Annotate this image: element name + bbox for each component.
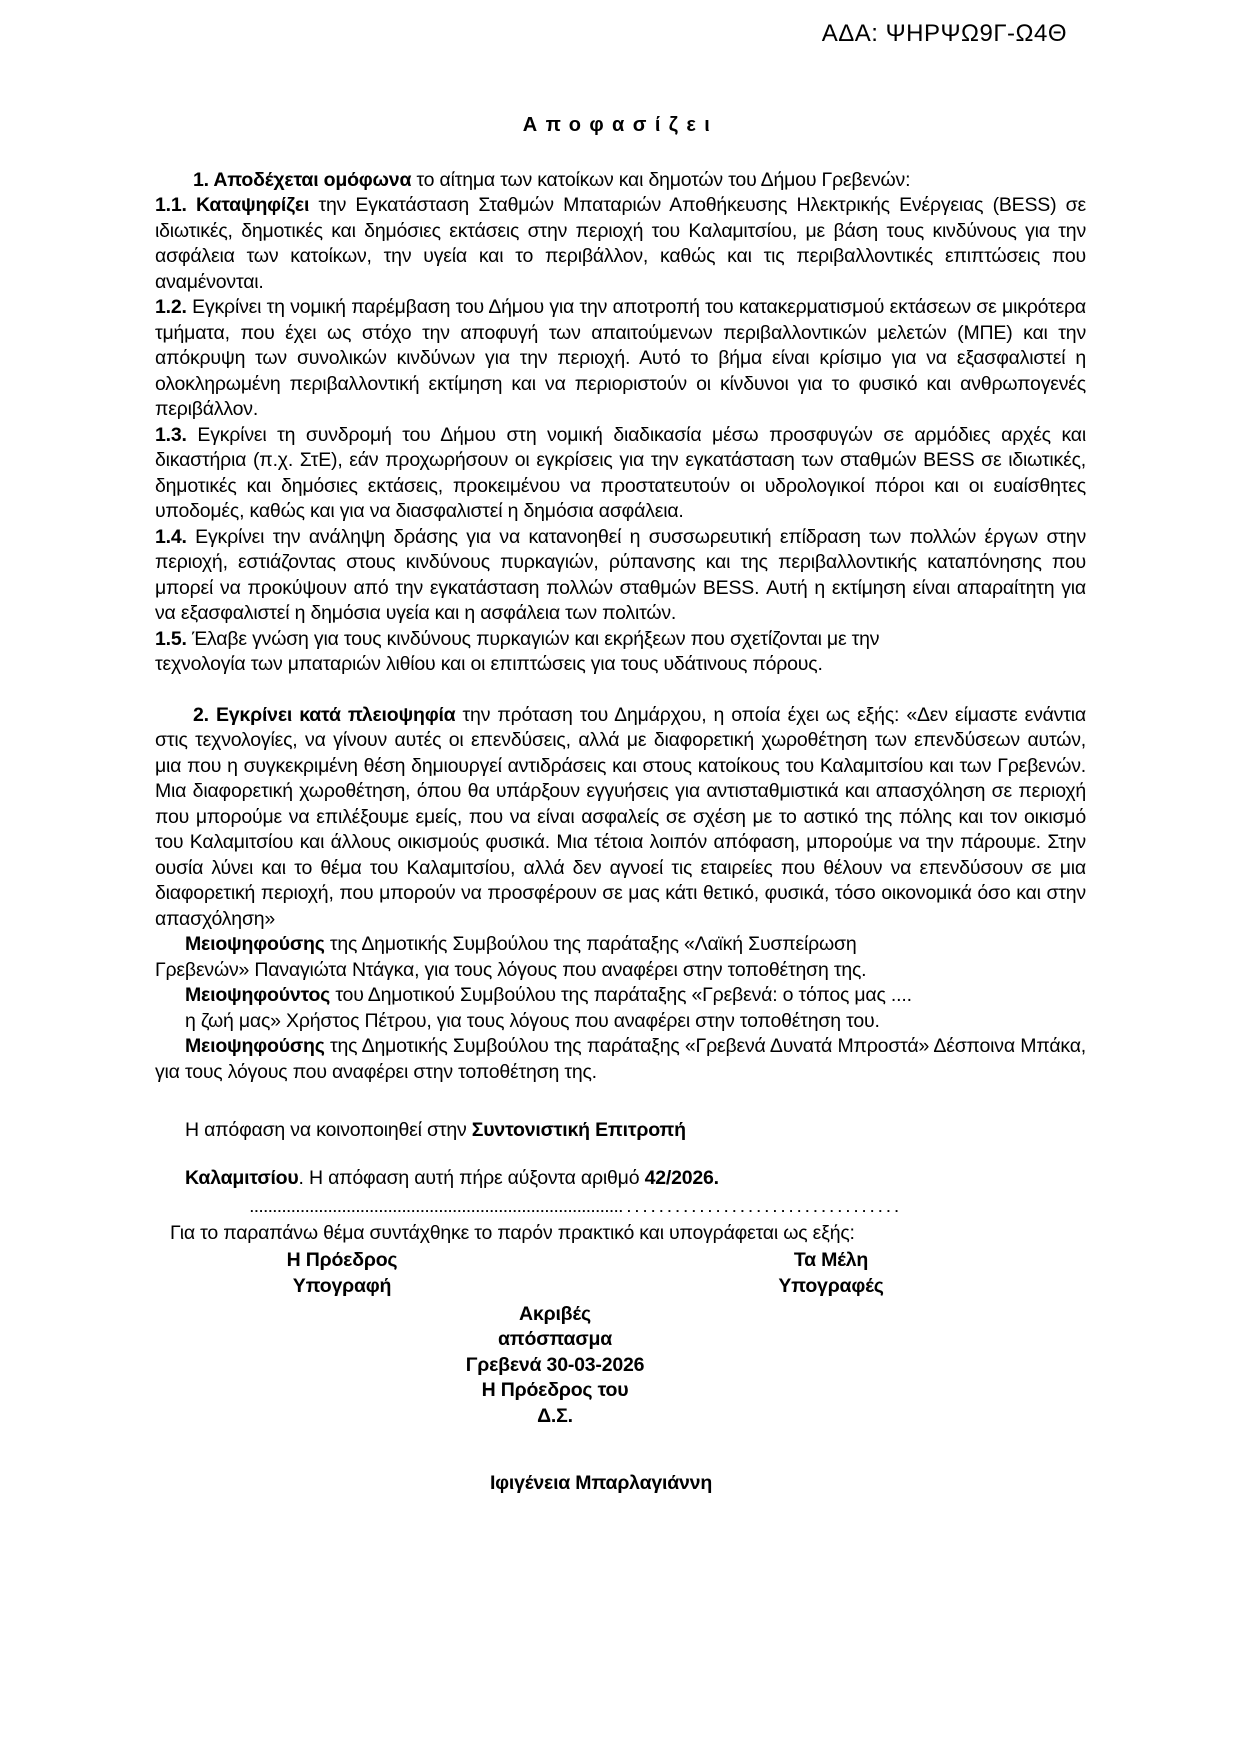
item-1-1-lead: 1.1. Καταψηφίζει <box>155 194 310 216</box>
council-abbreviation: Δ.Σ. <box>537 1404 573 1427</box>
president-name: Ιφιγένεια Μπαρλαγιάννη <box>489 1472 713 1494</box>
minority-note-1-line2 <box>155 958 1086 984</box>
item-1-5-text2: τεχνολογία των μπαταριών λιθίου και οι επιπτώσεις για τους υδάτινους πόρους. <box>155 653 823 675</box>
document-body <box>155 113 1086 1497</box>
certified-line-2: απόσπασμα <box>497 1328 612 1350</box>
decision-item-1 <box>155 168 1086 194</box>
item-1-1-text: την Εγκατάσταση Σταθμών Μπαταριών Αποθήκευσης Ηλεκτρικής Ενέργειας (BESS) σε ιδιωτικές, δημοτικές και δημόσιες εκτάσεις στην περιοχή του Καλαμιτσίου, με βάση τους κινδύνους για την ασφάλεια των κατοίκων, την υγεία και το περιβάλλον, καθώς και τις περιβαλλοντικές επιπτώσεις που αναμένονται. <box>155 194 1086 293</box>
ada-code: ΑΔΑ: ΨΗΡΨΩ9Γ-Ω4Θ <box>821 20 1067 47</box>
members-label: Τα Μέλη <box>793 1248 869 1271</box>
signature-row <box>155 1274 1086 1300</box>
item-2-lead: 2. Εγκρίνει κατά πλειοψηφία <box>193 703 456 726</box>
minority-note-2-line2 <box>155 1009 1086 1035</box>
minority-1-lead: Μειοψηφούσης <box>185 933 325 955</box>
number-place: Καλαμιτσίου <box>185 1166 299 1189</box>
decision-item-1-3 <box>155 423 1086 525</box>
item-1-2-text: Εγκρίνει τη νομική παρέμβαση του Δήμου για την αποτροπή του κατακερματισμού εκτάσεων σε μικρότερα τμήματα, που έχει ως στόχο την αποφυγή των απαιτούμενων περιβαλλοντικών μελετών (ΜΠΕ) και την απόκρυψη των συνολικών κινδύνων για την περιοχή. Αυτό το βήμα είναι κρίσιμο για να εξασφαλιστεί η ολοκληρωμένη περιβαλλοντική εκτίμηση και να περιοριστούν οι κίνδυνοι για το φυσικό και ανθρωπογενές περιβάλλον. <box>155 296 1086 420</box>
dots-sparse-segment: ................................... <box>618 1200 903 1215</box>
certified-extract-block <box>405 1302 705 1430</box>
minority-note-2-line1 <box>155 983 1086 1009</box>
item-1-3-text: Εγκρίνει τη συνδρομή του Δήμου στη νομική διαδικασία μέσω προσφυγών σε αρμόδιες αρχές και δικαστήρια (π.χ. ΣτΕ), εάν προχωρήσουν οι εγκρίσεις για την εγκατάσταση των σταθμών BESS σε ιδιωτικές, δημοτικές και δημόσιες εκτάσεις, προκειμένου να προστατευτούν οι υδρολογικοί πόροι και οι ευαίσθητες υποδομές, καθώς και για να διασφαλιστεί η δημόσια ασφάλεια. <box>155 423 1086 522</box>
president-label: Η Πρόεδρος <box>286 1248 398 1271</box>
president-of-line: Η Πρόεδρος του <box>481 1379 629 1401</box>
signature-titles-row <box>155 1248 1086 1274</box>
minority-3-text: της Δημοτικής Συμβούλου της παράταξης «Γρεβενά Δυνατά Μπροστά» Δέσποινα Μπάκα, για τους λόγους που αναφέρει στην τοποθέτηση της. <box>155 1035 1086 1083</box>
decision-item-1-1 <box>155 193 1086 295</box>
decision-item-1-4 <box>155 525 1086 627</box>
item-1-5-text1: Έλαβε γνώση για τους κινδύνους πυρκαγιών και εκρήξεων που σχετίζονται με την <box>186 627 880 650</box>
item-2-text: την πρόταση του Δημάρχου, η οποία έχει ως εξής: «Δεν είμαστε ενάντια στις τεχνολογίες, να γίνουν αυτές οι επενδύσεις, αλλά με διαφορετική χωροθέτηση των επενδύσεων αυτών, μια που η συγκεκριμένη θέση δημιουργεί αντιδράσεις και στους κατοίκους του Καλαμιτσίου και των Γρεβενών. Μια διαφορετική χωροθέτηση, όπου θα υπάρξουν εγγυήσεις για αντισταθμιστικά και απασχόληση σε περιοχή που μπορούμε να επιλέξουμε εμείς, που να είναι ασφαλείς σε σχέση με το αστικό της πόλης και τον οικισμό του Καλαμιτσίου και άλλους οικισμούς φυσικά. Μια τέτοια λοιπόν απόφαση, μπορούμε να την πάρουμε. Στην ουσία λύνει και το θέμα του Καλαμιτσίου, αλλά δεν αγνοεί τις εταιρείες που θέλουν να επενδύσουν σε μια διαφορετική περιοχή, που μπορούν να προσφέρουν σε μας κάτι θετικό, φυσικά, τόσο οικονομικά όσο και στην απασχόληση» <box>155 703 1086 930</box>
dots-dense-segment: ................................................................................ <box>250 1200 619 1215</box>
minority-1-text2: Γρεβενών» Παναγιώτα Ντάγκα, για τους λόγους που αναφέρει στην τοποθέτηση της. <box>155 958 867 981</box>
drafted-line: Για το παραπάνω θέμα συντάχθηκε το παρόν πρακτικό και υπογράφεται ως εξής: <box>170 1222 855 1244</box>
minority-2-text2: η ζωή μας» Χρήστος Πέτρου, για τους λόγους που αναφέρει στην τοποθέτηση του. <box>185 1009 880 1032</box>
decision-item-1-2 <box>155 295 1086 423</box>
minority-1-text1: της Δημοτικής Συμβούλου της παράταξης «Λαϊκή Συσπείρωση <box>324 933 857 955</box>
minority-2-lead: Μειοψηφούντος <box>185 984 331 1006</box>
decision-number-line <box>155 1166 1086 1192</box>
item-1-4-text: Εγκρίνει την ανάληψη δράσης για να κατανοηθεί η συσσωρευτική επίδραση των πολλών έργων στην περιοχή, εστιάζοντας στους κινδύνους πυρκαγιών, ρύπανσης και της περιβαλλοντικής καταπόνησης που μπορεί να προκύψουν από την εγκατάσταση πολλών σταθμών BESS. Αυτή η εκτίμηση είναι απαραίτητη για να εξασφαλιστεί η δημόσια υγεία και η ασφάλεια των πολιτών. <box>155 525 1086 624</box>
notify-pre: Η απόφαση να κοινοποιηθεί στην <box>185 1119 472 1141</box>
number-mid: . Η απόφαση αυτή πήρε αύξοντα αριθμό <box>298 1166 645 1189</box>
minority-3-lead: Μειοψηφούσης <box>185 1035 325 1057</box>
decision-title: Αποφασίζει <box>522 114 719 136</box>
item-1-4-number: 1.4. <box>155 525 187 548</box>
signature-label: Υπογραφή <box>292 1275 392 1297</box>
notify-line <box>155 1118 1086 1144</box>
decision-item-1-5-line1 <box>155 627 1086 653</box>
item-1-2-number: 1.2. <box>155 296 187 318</box>
notify-committee: Συντονιστική Επιτροπή <box>471 1119 686 1141</box>
minority-note-1-line1 <box>155 932 1086 958</box>
item-1-lead: 1. Αποδέχεται ομόφωνα <box>193 168 412 191</box>
place-date: Γρεβενά 30-03-2026 <box>465 1353 645 1376</box>
item-1-3-number: 1.3. <box>155 423 187 446</box>
item-1-text: το αίτημα των κατοίκων και δημοτών του Δήμου Γρεβενών: <box>411 168 911 191</box>
minority-2-text1: του Δημοτικού Συμβούλου της παράταξης «Γρεβενά: ο τόπος μας .... <box>330 984 912 1006</box>
item-1-5-number: 1.5. <box>155 627 187 650</box>
decision-item-1-5-line2 <box>155 652 1086 678</box>
number-value: 42/2026. <box>644 1166 719 1189</box>
minority-note-3 <box>155 1034 1086 1085</box>
signatures-label: Υπογραφές <box>778 1275 884 1297</box>
decision-item-2 <box>155 703 1086 933</box>
certified-line-1: Ακριβές <box>519 1302 591 1325</box>
dotted-separator <box>250 1200 982 1218</box>
